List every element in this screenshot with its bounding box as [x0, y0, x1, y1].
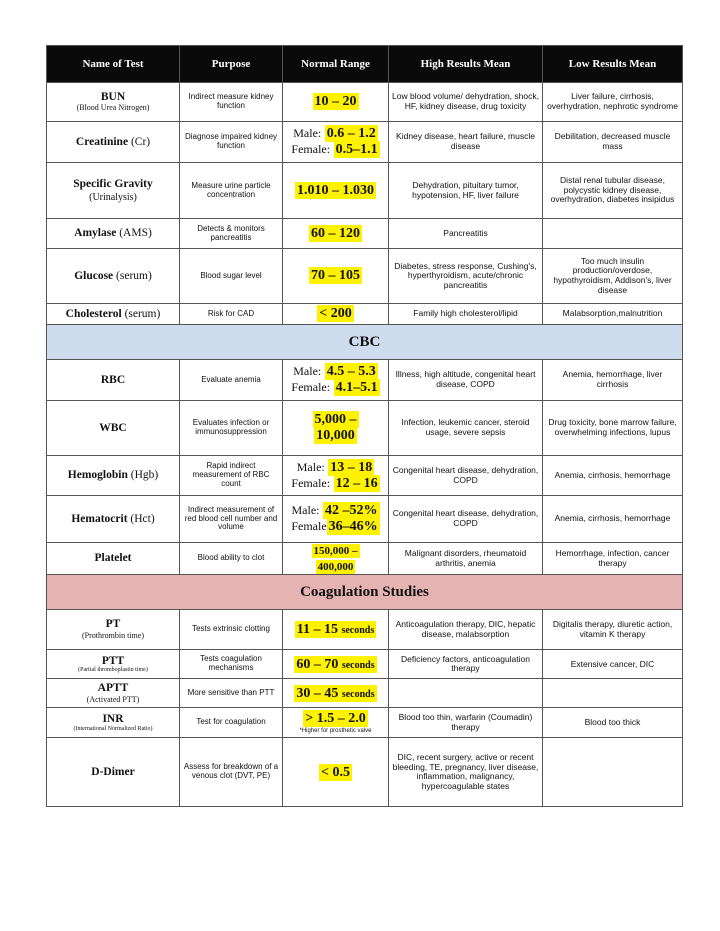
- high-results: [389, 679, 543, 708]
- test-purpose: Blood ability to clot: [180, 543, 283, 575]
- test-name: INR (International Normalized Ratio): [47, 708, 180, 738]
- low-results: Too much insulin production/overdose, hypothyroidism, Addison's, liver disease: [543, 249, 683, 304]
- header-normal-range: Normal Range: [283, 46, 389, 83]
- test-name: Platelet: [47, 543, 180, 575]
- normal-range: Male: 0.6 – 1.2 Female: 0.5–1.1: [283, 122, 389, 163]
- test-name: Specific Gravity (Urinalysis): [47, 163, 180, 219]
- test-purpose: Evaluates infection or immunosuppression: [180, 401, 283, 456]
- header-name: Name of Test: [47, 46, 180, 83]
- test-purpose: More sensitive than PTT: [180, 679, 283, 708]
- test-purpose: Tests extrinsic clotting: [180, 610, 283, 650]
- section-title-coagulation: Coagulation Studies: [47, 575, 683, 610]
- low-results: Liver failure, cirrhosis, overhydration, nephrotic syndrome: [543, 83, 683, 122]
- high-results: Infection, leukemic cancer, steroid usage, severe sepsis: [389, 401, 543, 456]
- table-row: [47, 679, 683, 708]
- normal-range: 150,000 – 400,000: [283, 543, 389, 575]
- table-row: [47, 304, 683, 325]
- table-row: [47, 249, 683, 304]
- header-low-results: Low Results Mean: [543, 46, 683, 83]
- high-results: Kidney disease, heart failure, muscle disease: [389, 122, 543, 163]
- test-name: WBC: [47, 401, 180, 456]
- normal-range: 11 – 15 seconds: [283, 610, 389, 650]
- normal-range: Male: 13 – 18 Female: 12 – 16: [283, 456, 389, 496]
- test-purpose: Diagnose impaired kidney function: [180, 122, 283, 163]
- normal-range: 60 – 120: [283, 219, 389, 249]
- table-row: [47, 401, 683, 456]
- normal-range: Male: 42 –52% Female 36–46%: [283, 496, 389, 543]
- test-name: PTT (Partial thromboplastin time): [47, 650, 180, 679]
- table-row: [47, 360, 683, 401]
- table-row: [47, 610, 683, 650]
- high-results: Congenital heart disease, dehydration, COPD: [389, 456, 543, 496]
- low-results: Drug toxicity, bone marrow failure, overwhelming infections, lupus: [543, 401, 683, 456]
- low-results: Anemia, cirrhosis, hemorrhage: [543, 496, 683, 543]
- test-name: Hematocrit (Hct): [47, 496, 180, 543]
- table-row: [47, 496, 683, 543]
- normal-range: 1.010 – 1.030: [283, 163, 389, 219]
- test-name: Creatinine (Cr): [47, 122, 180, 163]
- high-results: Congenital heart disease, dehydration, COPD: [389, 496, 543, 543]
- test-purpose: Detects & monitors pancreatitis: [180, 219, 283, 249]
- test-purpose: Evaluate anemia: [180, 360, 283, 401]
- lab-values-table: [46, 45, 683, 807]
- table-row: [47, 83, 683, 122]
- test-purpose: Assess for breakdown of a venous clot (DVT, PE): [180, 738, 283, 807]
- test-name: APTT (Activated PTT): [47, 679, 180, 708]
- section-title-cbc: CBC: [47, 325, 683, 360]
- header-high-results: High Results Mean: [389, 46, 543, 83]
- table-row: [47, 708, 683, 738]
- normal-range: 5,000 – 10,000: [283, 401, 389, 456]
- low-results: Extensive cancer, DIC: [543, 650, 683, 679]
- high-results: Low blood volume/ dehydration, shock, HF, kidney disease, drug toxicity: [389, 83, 543, 122]
- low-results: Blood too thick: [543, 708, 683, 738]
- table-row: [47, 122, 683, 163]
- low-results: Hemorrhage, infection, cancer therapy: [543, 543, 683, 575]
- test-name: D-Dimer: [47, 738, 180, 807]
- low-results: [543, 738, 683, 807]
- high-results: Pancreatitis: [389, 219, 543, 249]
- test-purpose: Tests coagulation mechanisms: [180, 650, 283, 679]
- test-name: Hemoglobin (Hgb): [47, 456, 180, 496]
- high-results: Diabetes, stress response, Cushing's, hyperthyroidism, acute/chronic pancreatitis: [389, 249, 543, 304]
- normal-range: 30 – 45 seconds: [283, 679, 389, 708]
- low-results: Debilitation, decreased muscle mass: [543, 122, 683, 163]
- low-results: Anemia, hemorrhage, liver cirrhosis: [543, 360, 683, 401]
- low-results: Digitalis therapy, diuretic action, vitamin K therapy: [543, 610, 683, 650]
- high-results: Anticoagulation therapy, DIC, hepatic disease, malabsorption: [389, 610, 543, 650]
- test-name: PT (Prothrombin time): [47, 610, 180, 650]
- low-results: Distal renal tubular disease, polycystic kidney disease, overhydration, diabetes insipidus: [543, 163, 683, 219]
- table-row: [47, 738, 683, 807]
- normal-range: < 200: [283, 304, 389, 325]
- low-results: Anemia, cirrhosis, hemorrhage: [543, 456, 683, 496]
- section-row-coagulation: [47, 575, 683, 610]
- test-purpose: Measure urine particle concentration: [180, 163, 283, 219]
- test-name: Amylase (AMS): [47, 219, 180, 249]
- header-purpose: Purpose: [180, 46, 283, 83]
- normal-range: 70 – 105: [283, 249, 389, 304]
- high-results: Illness, high altitude, congenital heart disease, COPD: [389, 360, 543, 401]
- high-results: Dehydration, pituitary tumor, hypotension, HF, liver failure: [389, 163, 543, 219]
- normal-range: 60 – 70 seconds: [283, 650, 389, 679]
- test-name: Cholesterol (serum): [47, 304, 180, 325]
- low-results: Malabsorption,malnutrition: [543, 304, 683, 325]
- low-results: [543, 679, 683, 708]
- test-purpose: Indirect measurement of red blood cell number and volume: [180, 496, 283, 543]
- test-purpose: Rapid indirect measurement of RBC count: [180, 456, 283, 496]
- table-row: [47, 163, 683, 219]
- section-row-cbc: [47, 325, 683, 360]
- normal-range: 10 – 20: [283, 83, 389, 122]
- table-row: [47, 650, 683, 679]
- high-results: DIC, recent surgery, active or recent bleeding, TE, pregnancy, liver disease, inflammation, malignancy, hypercoagulable states: [389, 738, 543, 807]
- normal-range: Male: 4.5 – 5.3 Female: 4.1–5.1: [283, 360, 389, 401]
- low-results: [543, 219, 683, 249]
- high-results: Deficiency factors, anticoagulation therapy: [389, 650, 543, 679]
- table-row: [47, 543, 683, 575]
- test-purpose: Indirect measure kidney function: [180, 83, 283, 122]
- test-purpose: Blood sugar level: [180, 249, 283, 304]
- table-row: [47, 456, 683, 496]
- test-purpose: Test for coagulation: [180, 708, 283, 738]
- test-name: Glucose (serum): [47, 249, 180, 304]
- test-name: RBC: [47, 360, 180, 401]
- high-results: Blood too thin, warfarin (Coumadin) therapy: [389, 708, 543, 738]
- table-row: [47, 219, 683, 249]
- table-header-row: [47, 46, 683, 83]
- high-results: Family high cholesterol/lipid: [389, 304, 543, 325]
- high-results: Malignant disorders, rheumatoid arthritis, anemia: [389, 543, 543, 575]
- test-name: BUN (Blood Urea Nitrogen): [47, 83, 180, 122]
- normal-range: > 1.5 – 2.0 *Higher for prosthetic valve: [283, 708, 389, 738]
- test-purpose: Risk for CAD: [180, 304, 283, 325]
- normal-range: < 0.5: [283, 738, 389, 807]
